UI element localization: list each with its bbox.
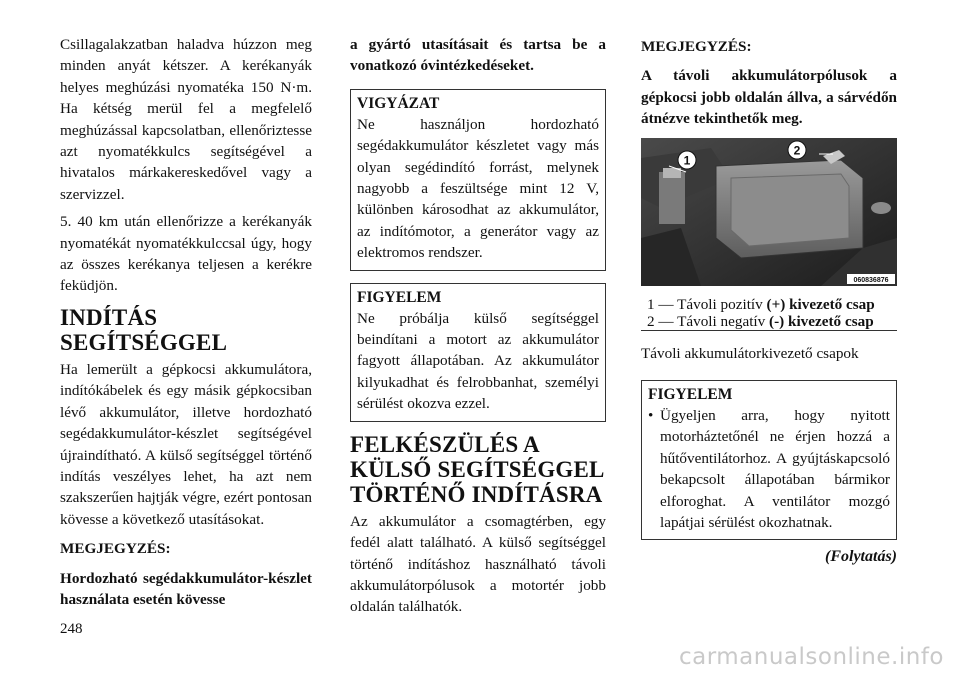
warning-fan-bullet	[648, 405, 890, 533]
paragraph-battery-location: Az akkumulátor a csomagtérben, egy fedél alatt található. A külső segítséggel történő indításhoz használható távoli akkumulátorpólusok a motortér jobb oldalán találhatók.	[350, 512, 606, 616]
warning-fan-text: Ügyeljen arra, hogy nyitott motorháztetőnél ne érjen hozzá a hűtőventilátorhoz. A gyújtáskapcsoló bekapcsolt állapotában bármikor elforoghat. A ventilátor mozgó lapátjai sérülést okozhatnak.	[660, 407, 890, 532]
legend-negative-label: 2 — Távoli negatív	[647, 312, 770, 330]
watermark: carmanualsonline.info	[678, 644, 944, 670]
engine-bay-photo	[641, 138, 897, 286]
caution-text: Ne használjon hordozható segédakkumulátor készletet vagy más olyan segédindító forrást, melynek nagyobb a feszültsége mint 12 V, különben károsodhat az akkumulátor, az indítómotor, a generátor vagy az elektromos rendszer.	[357, 115, 599, 262]
legend-item-positive	[641, 296, 897, 313]
warning-box	[350, 283, 606, 422]
photo-legend	[641, 296, 897, 331]
warning-fan-title: FIGYELEM	[648, 386, 733, 404]
note-label: MEGJEGYZÉS:	[60, 540, 171, 558]
photo-code: 060836876	[853, 276, 889, 284]
page-number: 248	[60, 621, 83, 637]
left-column	[60, 34, 312, 610]
right-column	[641, 34, 897, 568]
section-heading-preparation: FELKÉSZÜLÉS A KÜLSŐ SEGÍTSÉGGEL TÖRTÉNŐ INDÍTÁSRA	[350, 431, 604, 507]
legend-item-negative	[641, 313, 897, 331]
engine-bay-illustration	[641, 138, 897, 286]
note-label-2: MEGJEGYZÉS:	[641, 38, 752, 55]
warning-box-fan	[641, 380, 897, 540]
paragraph-jump-start-intro: Ha lemerült a gépkocsi akkumulátora, indítókábelek és egy másik gépkocsiban lévő akkumulátor, illetve hordozható segédakkumulátor-készlet segítségével újraindítható. A külső segítséggel történő indítás veszélyes lehet, ha azt nem szakszerűen hajtják végre, ezért pontosan kövesse a következő utasításokat.	[60, 360, 312, 528]
caution-box	[350, 89, 606, 271]
paragraph-wheel-nuts: Csillagalakzatban haladva húzzon meg minden anyát kétszer. A kerékanyák helyes meghúzási nyomatéka 150 N·m. Ha kétség merül fel a megfelelő meghúzással kapcsolatban, ellenőriztesse azt nyomatékkulcs segítségével a hivatalos márkakereskedővel vagy a szervizzel.	[60, 36, 312, 203]
legend-positive-label: 1 — Távoli pozitív	[647, 295, 767, 313]
caution-title: VIGYÁZAT	[357, 94, 440, 112]
middle-column	[350, 34, 606, 618]
legend-positive-term: (+) kivezető csap	[766, 295, 875, 313]
note-text-2: A távoli akkumulátorpólusok a gépkocsi jobb oldalán állva, a sárvédőn átnézve tekinthetők meg.	[641, 67, 897, 128]
note-text-continued: a gyártó utasításait és tartsa be a vonatkozó óvintézkedéseket.	[350, 36, 606, 75]
callout-2-label: 2	[793, 143, 801, 158]
continued-label: (Folytatás)	[825, 548, 897, 566]
note-text: Hordozható segédakkumulátor-készlet használata esetén kövesse	[60, 569, 312, 608]
warning-title: FIGYELEM	[357, 288, 442, 306]
legend-negative-term: (-) kivezető csap	[769, 312, 874, 330]
section-heading-jump-start: INDÍTÁS SEGÍTSÉGGEL	[60, 304, 228, 355]
callout-1-label: 1	[683, 153, 691, 168]
bullet-marker: •	[648, 407, 654, 425]
paragraph-torque-check: 5. 40 km után ellenőrizze a kerékanyák nyomatékát nyomatékkulccsal úgy, hogy az összes kerékanya teljesen a kerékre feküdjön.	[60, 213, 312, 295]
figure-caption: Távoli akkumulátorkivezető csapok	[641, 344, 859, 362]
warning-text: Ne próbálja külső segítséggel beindítani a motort az akkumulátor fagyott állapotában. Az akkumulátor kilyukadhat és felrobbanhat, személyi sérülést okozva ezzel.	[357, 309, 599, 413]
